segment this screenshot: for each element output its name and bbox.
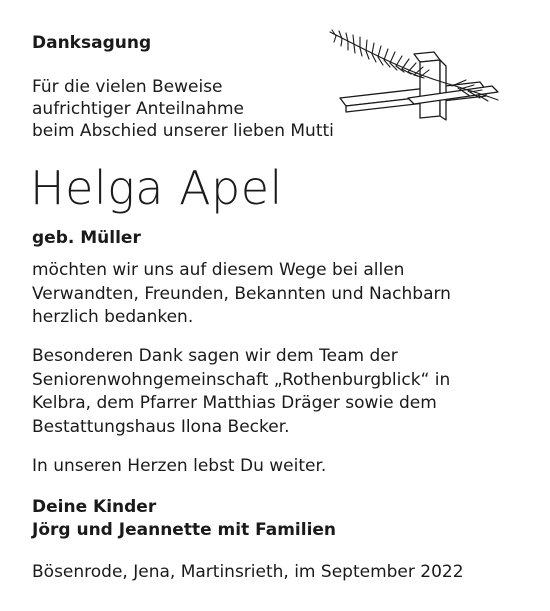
signature	[32, 496, 336, 542]
paragraph-line: Verwandten, Freunden, Bekannten und Nachbarn	[32, 283, 451, 304]
thanks-paragraph	[32, 259, 451, 330]
intro-line: beim Abschied unserer lieben Mutti	[32, 121, 334, 141]
paragraph-line: Bestattungshaus Ilona Becker.	[32, 416, 290, 437]
paragraph-line: Kelbra, dem Pfarrer Matthias Dräger sowie dem	[32, 393, 437, 413]
signature-line: Jörg und Jeannette mit Familien	[32, 520, 337, 540]
signature-line: Deine Kinder	[32, 497, 157, 517]
closing-line: In unseren Herzen lebst Du weiter.	[32, 456, 327, 476]
paragraph-line: Besonderen Dank sagen wir dem Team der	[32, 346, 398, 366]
deceased-name: Helga Apel	[30, 161, 283, 215]
cross-with-palm-branch-icon	[322, 28, 522, 124]
paragraph-line: möchten wir uns auf diesem Wege bei allen	[32, 260, 405, 280]
intro-text	[32, 76, 334, 142]
paragraph-line: Seniorenwohngemeinschaft „Rothenburgblick“ in	[32, 369, 451, 390]
special-thanks-paragraph	[32, 345, 450, 439]
notice-heading: Danksagung	[32, 33, 152, 53]
intro-line: Für die vielen Beweise	[32, 77, 223, 97]
maiden-name: geb. Müller	[32, 228, 141, 248]
place-and-date: Bösenrode, Jena, Martinsrieth, im September 2022	[32, 562, 464, 582]
paragraph-line: herzlich bedanken.	[32, 307, 194, 327]
intro-line: aufrichtiger Anteilnahme	[32, 99, 245, 119]
